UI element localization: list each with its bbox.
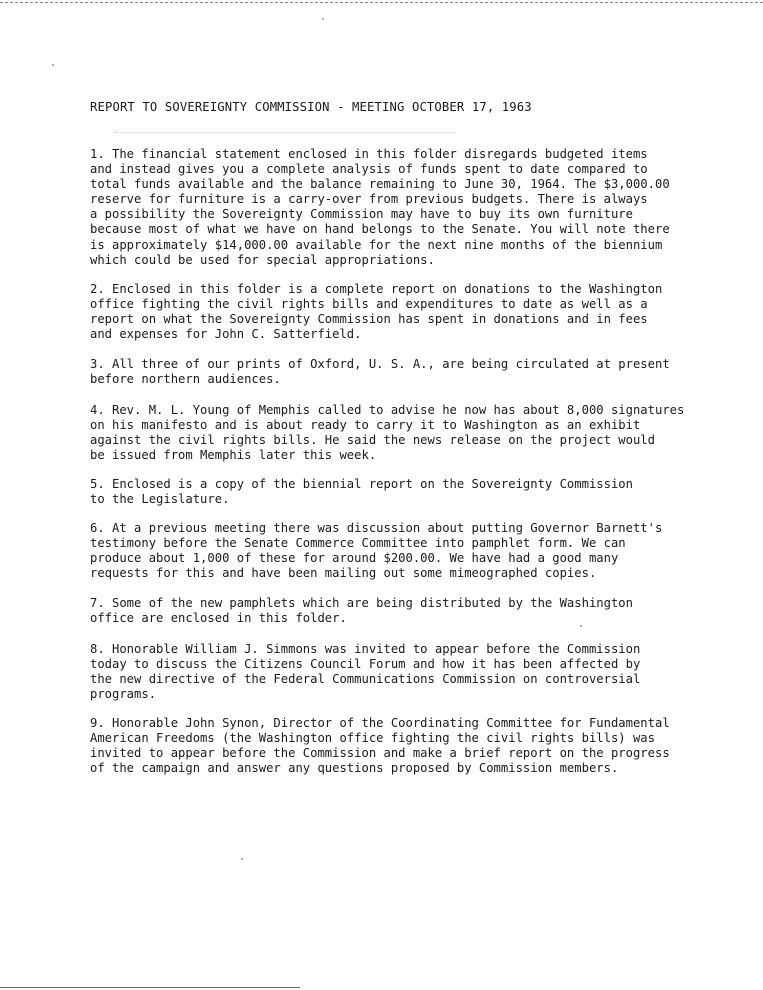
paragraph-line: 1. The financial statement enclosed in this folder disregards budgeted items <box>90 147 648 161</box>
paragraph-6 <box>90 521 662 581</box>
paragraph-line: American Freedoms (the Washington office fighting the civil rights bills) was <box>90 731 655 746</box>
scan-speck <box>52 64 54 66</box>
paragraph-1 <box>90 147 670 268</box>
paragraph-line: before northern audiences. <box>90 372 281 387</box>
scan-speck <box>241 858 243 860</box>
paragraph-line: invited to appear before the Commission and make a brief report on the progress <box>90 746 670 761</box>
paragraph-line: office fighting the civil rights bills and expenditures to date as well as a <box>90 297 648 312</box>
paragraph-line: 9. Honorable John Synon, Director of the Coordinating Committee for Fundamental <box>90 716 670 730</box>
paragraph-line: be issued from Memphis later this week. <box>90 448 377 463</box>
paragraph-line: today to discuss the Citizens Council Forum and how it has been affected by <box>90 657 641 672</box>
paragraph-line: produce about 1,000 of these for around $200.00. We have had a good many <box>90 551 619 566</box>
paragraph-9 <box>90 716 670 776</box>
paragraph-line: reserve for furniture is a carry-over from previous budgets. There is always <box>90 192 648 207</box>
document-title: REPORT TO SOVEREIGNTY COMMISSION - MEETING OCTOBER 17, 1963 <box>90 100 532 114</box>
paragraph-line: office are enclosed in this folder. <box>90 611 347 626</box>
paragraph-line: 4. Rev. M. L. Young of Memphis called to advise he now has about 8,000 signatures <box>90 403 685 417</box>
paragraph-line: 5. Enclosed is a copy of the biennial report on the Sovereignty Commission <box>90 477 633 491</box>
paragraph-line: to the Legislature. <box>90 492 230 507</box>
paragraph-2 <box>90 282 662 342</box>
paragraph-line: report on what the Sovereignty Commission has spent in donations and in fees <box>90 312 648 327</box>
paragraph-8 <box>90 642 640 702</box>
paragraph-line: testimony before the Senate Commerce Committee into pamphlet form. We can <box>90 536 626 551</box>
paragraph-line: is approximately $14,000.00 available for the next nine months of the biennium <box>90 237 663 252</box>
page-top-edge <box>0 2 763 3</box>
page-bottom-edge <box>0 987 300 988</box>
paragraph-line: 6. At a previous meeting there was discussion about putting Governor Barnett's <box>90 521 663 535</box>
paragraph-line: on his manifesto and is about ready to carry it to Washington as an exhibit <box>90 418 641 433</box>
paragraph-line: the new directive of the Federal Communications Commission on controversial <box>90 672 641 687</box>
paragraph-line: and instead gives you a complete analysis of funds spent to date compared to <box>90 162 648 177</box>
faint-bleed-through-line <box>115 132 455 133</box>
paragraph-line: total funds available and the balance remaining to June 30, 1964. The $3,000.00 <box>90 177 670 192</box>
paragraph-line: of the campaign and answer any questions proposed by Commission members. <box>90 761 619 776</box>
paragraph-line: programs. <box>90 687 157 702</box>
paragraph-line: 8. Honorable William J. Simmons was invited to appear before the Commission <box>90 642 641 656</box>
scan-speck <box>322 18 324 20</box>
paragraph-line: 7. Some of the new pamphlets which are being distributed by the Washington <box>90 596 633 610</box>
paragraph-line: against the civil rights bills. He said the news release on the project would <box>90 433 655 448</box>
paragraph-line: which could be used for special appropriations. <box>90 252 435 267</box>
paragraph-7 <box>90 596 633 626</box>
paragraph-line: because most of what we have on hand belongs to the Senate. You will note there <box>90 222 670 237</box>
paragraph-3 <box>90 357 670 387</box>
paragraph-line: requests for this and have been mailing out some mimeographed copies. <box>90 566 597 581</box>
paragraph-line: 3. All three of our prints of Oxford, U. S. A., are being circulated at present <box>90 357 670 371</box>
paragraph-5 <box>90 477 633 507</box>
paragraph-4 <box>90 403 684 463</box>
paragraph-line: and expenses for John C. Satterfield. <box>90 327 362 342</box>
paragraph-line: a possibility the Sovereignty Commission may have to buy its own furniture <box>90 207 633 222</box>
paragraph-line: 2. Enclosed in this folder is a complete report on donations to the Washington <box>90 282 663 296</box>
